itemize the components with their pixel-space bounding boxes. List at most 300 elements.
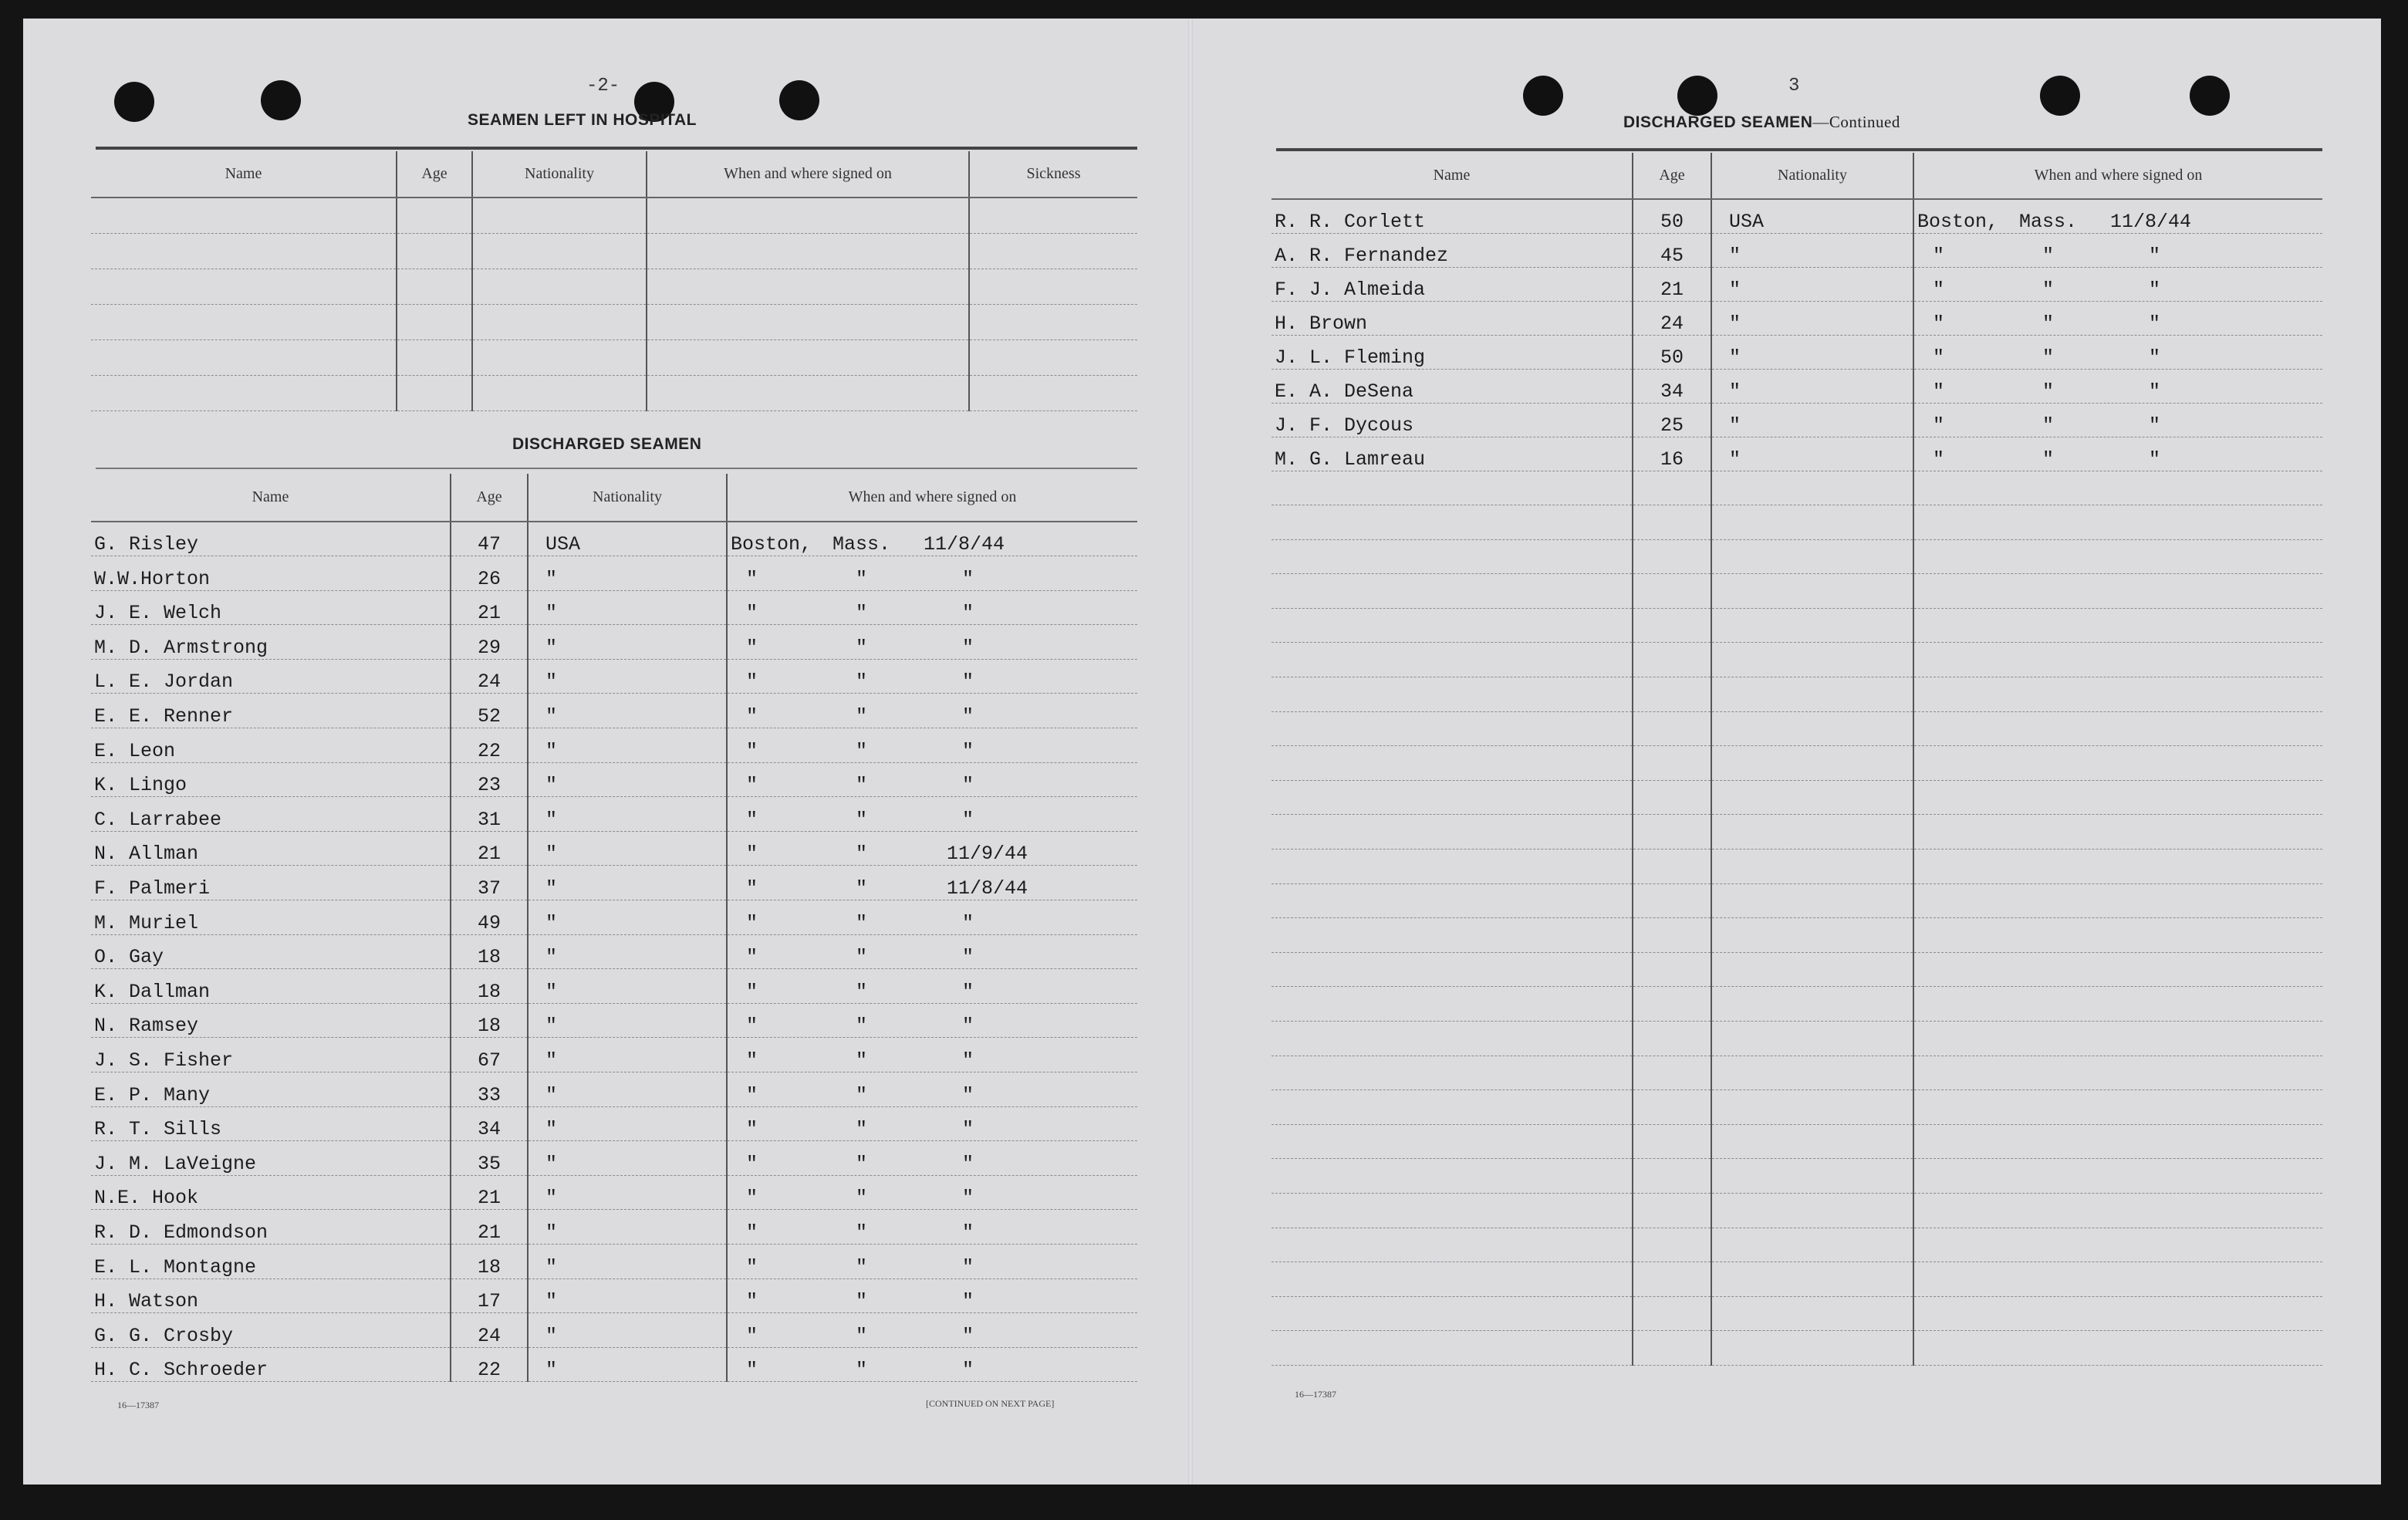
- signed-state: ": [856, 1049, 868, 1072]
- blank-cell: [1633, 608, 1711, 643]
- seaman-nationality: ": [528, 900, 727, 935]
- table-row: [91, 198, 1137, 233]
- signed-on-cell: [727, 797, 1137, 832]
- blank-cell: [1272, 608, 1633, 643]
- table-row: [91, 1038, 1137, 1072]
- signed-place: ": [746, 1015, 758, 1038]
- signed-date: ": [2149, 312, 2161, 335]
- blank-cell: [1711, 1022, 1913, 1056]
- signed-on-cell: [1913, 199, 2322, 233]
- seaman-age: 49: [451, 900, 528, 935]
- blank-cell: [1633, 1056, 1711, 1090]
- blank-cell: [1272, 1331, 1633, 1366]
- signed-date: 11/8/44: [924, 533, 1005, 556]
- hospital-cell: [91, 375, 397, 410]
- table-row: [91, 625, 1137, 660]
- signed-date: ": [962, 739, 974, 762]
- signed-date: ": [962, 1324, 974, 1347]
- blank-cell: [1633, 539, 1711, 574]
- signed-state: ": [856, 843, 868, 866]
- blank-cell: [1711, 1228, 1913, 1262]
- blank-row: [1272, 471, 2322, 505]
- discharged-continued-table: [1272, 153, 2322, 1366]
- signed-on-cell: [727, 590, 1137, 625]
- seaman-age: 26: [451, 556, 528, 591]
- blank-cell: [1711, 1159, 1913, 1194]
- table-row: [1272, 301, 2322, 335]
- blank-cell: [1633, 643, 1711, 677]
- seaman-age: 18: [451, 1003, 528, 1038]
- hospital-cell: [647, 269, 969, 304]
- blank-cell: [1272, 780, 1633, 815]
- hospital-cell: [91, 198, 397, 233]
- seaman-name: L. E. Jordan: [91, 659, 451, 694]
- signed-on-cell: [727, 1072, 1137, 1107]
- blank-cell: [1633, 1193, 1711, 1228]
- punch-hole: [779, 80, 819, 120]
- blank-row: [1272, 850, 2322, 884]
- signed-state: ": [856, 1152, 868, 1175]
- signed-place: ": [746, 567, 758, 590]
- signed-on-cell: [727, 556, 1137, 591]
- signed-on-cell: [727, 900, 1137, 935]
- punch-hole: [2040, 76, 2080, 116]
- seaman-name: E. A. DeSena: [1272, 369, 1633, 403]
- signed-date: ": [2149, 414, 2161, 437]
- signed-on-cell: [727, 1244, 1137, 1278]
- table-row: [1272, 437, 2322, 471]
- table-row: [91, 1244, 1137, 1278]
- seaman-nationality: ": [528, 1313, 727, 1348]
- blank-cell: [1272, 574, 1633, 609]
- blank-cell: [1633, 505, 1711, 540]
- seaman-nationality: ": [528, 1072, 727, 1107]
- blank-cell: [1913, 711, 2322, 746]
- seaman-age: 21: [451, 590, 528, 625]
- signed-on-cell: [727, 1347, 1137, 1382]
- signed-date: ": [962, 1221, 974, 1244]
- signed-date: ": [962, 1187, 974, 1210]
- blank-cell: [1913, 643, 2322, 677]
- blank-row: [1272, 952, 2322, 987]
- hospital-table: [91, 151, 1137, 411]
- blank-cell: [1272, 711, 1633, 746]
- blank-cell: [1711, 574, 1913, 609]
- document-sheet: [23, 19, 2381, 1485]
- seaman-age: 34: [1633, 369, 1711, 403]
- hospital-cell: [397, 269, 472, 304]
- seaman-name: J. E. Welch: [91, 590, 451, 625]
- signed-state: ": [856, 980, 868, 1003]
- punch-hole: [2190, 76, 2230, 116]
- seaman-age: 50: [1633, 199, 1711, 233]
- signed-date: ": [2149, 244, 2161, 267]
- signed-date: ": [962, 808, 974, 831]
- hospital-cell: [472, 269, 647, 304]
- hospital-cell: [969, 233, 1137, 269]
- signed-state: ": [856, 774, 868, 797]
- blank-cell: [1633, 1022, 1711, 1056]
- blank-cell: [1913, 1193, 2322, 1228]
- blank-row: [1272, 643, 2322, 677]
- blank-cell: [1272, 1296, 1633, 1331]
- table-row: [1272, 369, 2322, 403]
- seaman-name: R. T. Sills: [91, 1106, 451, 1141]
- signed-place: ": [746, 877, 758, 900]
- table-row: [91, 375, 1137, 410]
- seaman-name: H. C. Schroeder: [91, 1347, 451, 1382]
- seaman-age: 22: [451, 1347, 528, 1382]
- blank-cell: [1913, 1124, 2322, 1159]
- blank-cell: [1272, 1022, 1633, 1056]
- seaman-age: 45: [1633, 233, 1711, 267]
- seaman-name: J. F. Dycous: [1272, 403, 1633, 437]
- blank-cell: [1633, 711, 1711, 746]
- seaman-name: E. Leon: [91, 728, 451, 763]
- signed-place: ": [1933, 448, 1945, 471]
- seaman-age: 21: [1633, 267, 1711, 301]
- seaman-name: E. L. Montagne: [91, 1244, 451, 1278]
- continued-column-header: Name: [1272, 153, 1633, 199]
- blank-cell: [1272, 1262, 1633, 1297]
- blank-cell: [1711, 677, 1913, 712]
- hospital-column-header: Name: [91, 151, 397, 198]
- table-row: [91, 728, 1137, 763]
- rule: [96, 147, 1137, 150]
- signed-on-cell: [1913, 335, 2322, 369]
- hospital-cell: [969, 304, 1137, 339]
- seaman-nationality: ": [528, 934, 727, 969]
- seaman-nationality: ": [528, 1038, 727, 1072]
- hospital-table-header: [91, 151, 1137, 198]
- blank-row: [1272, 1193, 2322, 1228]
- rule: [1276, 148, 2322, 151]
- signed-state: ": [2042, 244, 2055, 267]
- signed-on-cell: [727, 969, 1137, 1004]
- blank-cell: [1272, 952, 1633, 987]
- seaman-nationality: ": [528, 762, 727, 797]
- table-row: [91, 590, 1137, 625]
- seaman-nationality: ": [528, 659, 727, 694]
- hospital-cell: [472, 375, 647, 410]
- signed-on-cell: [1913, 369, 2322, 403]
- blank-row: [1272, 883, 2322, 918]
- signed-place: ": [746, 1290, 758, 1313]
- seaman-nationality: ": [528, 590, 727, 625]
- signed-state: ": [856, 877, 868, 900]
- signed-state: ": [856, 1118, 868, 1141]
- seaman-nationality: ": [1711, 403, 1913, 437]
- signed-on-cell: [727, 625, 1137, 660]
- hospital-cell: [969, 375, 1137, 410]
- signed-date: ": [962, 1118, 974, 1141]
- signed-date: ": [2149, 380, 2161, 403]
- signed-state: ": [856, 602, 868, 625]
- blank-cell: [1272, 918, 1633, 953]
- seaman-name: H. Watson: [91, 1278, 451, 1313]
- table-row: [91, 1175, 1137, 1210]
- blank-cell: [1633, 850, 1711, 884]
- seaman-age: 50: [1633, 335, 1711, 369]
- continued-suffix: —Continued: [1812, 113, 1900, 131]
- signed-on-cell: [727, 866, 1137, 900]
- signed-date: ": [2149, 346, 2161, 369]
- signed-place: ": [746, 1187, 758, 1210]
- signed-date: 11/8/44: [947, 877, 1028, 900]
- blank-cell: [1272, 1090, 1633, 1125]
- signed-place: ": [746, 774, 758, 797]
- continued-column-header: When and where signed on: [1913, 153, 2322, 199]
- signed-state: ": [2042, 448, 2055, 471]
- seaman-name: G. Risley: [91, 522, 451, 556]
- blank-cell: [1272, 643, 1633, 677]
- signed-place: ": [746, 980, 758, 1003]
- signed-place: Boston,: [731, 533, 812, 556]
- signed-on-cell: [1913, 403, 2322, 437]
- seaman-age: 18: [451, 934, 528, 969]
- seaman-age: 21: [451, 831, 528, 866]
- blank-row: [1272, 677, 2322, 712]
- table-row: [91, 1347, 1137, 1382]
- hospital-column-header: When and where signed on: [647, 151, 969, 198]
- blank-cell: [1711, 815, 1913, 850]
- table-row: [1272, 403, 2322, 437]
- signed-on-cell: [727, 934, 1137, 969]
- seaman-name: N. Ramsey: [91, 1003, 451, 1038]
- table-row: [91, 1141, 1137, 1176]
- signed-state: ": [856, 808, 868, 831]
- signed-place: ": [746, 1324, 758, 1347]
- blank-cell: [1711, 1262, 1913, 1297]
- table-row: [91, 1210, 1137, 1245]
- seaman-nationality: ": [528, 1347, 727, 1382]
- seaman-name: F. J. Almeida: [1272, 267, 1633, 301]
- blank-cell: [1272, 1056, 1633, 1090]
- seaman-nationality: ": [1711, 301, 1913, 335]
- blank-cell: [1633, 471, 1711, 505]
- seaman-age: 29: [451, 625, 528, 660]
- seaman-age: 18: [451, 969, 528, 1004]
- signed-state: ": [856, 1324, 868, 1347]
- signed-state: ": [856, 1359, 868, 1382]
- seaman-age: 33: [451, 1072, 528, 1107]
- seaman-nationality: ": [528, 1210, 727, 1245]
- blank-cell: [1272, 539, 1633, 574]
- blank-cell: [1633, 574, 1711, 609]
- signed-place: ": [746, 1152, 758, 1175]
- seaman-nationality: ": [528, 1278, 727, 1313]
- seaman-name: F. Palmeri: [91, 866, 451, 900]
- punch-hole: [261, 80, 301, 120]
- blank-cell: [1633, 1159, 1711, 1194]
- seaman-age: 16: [1633, 437, 1711, 471]
- table-row: [91, 1003, 1137, 1038]
- signed-date: ": [2149, 448, 2161, 471]
- blank-cell: [1711, 505, 1913, 540]
- punch-hole: [114, 82, 154, 122]
- hospital-cell: [91, 269, 397, 304]
- blank-cell: [1711, 1124, 1913, 1159]
- seaman-name: N.E. Hook: [91, 1175, 451, 1210]
- table-row: [91, 969, 1137, 1004]
- blank-cell: [1913, 918, 2322, 953]
- signed-on-cell: [727, 831, 1137, 866]
- blank-cell: [1711, 746, 1913, 781]
- signed-place: ": [746, 911, 758, 934]
- signed-state: Mass.: [2019, 210, 2078, 233]
- table-row: [91, 522, 1137, 556]
- blank-cell: [1913, 1090, 2322, 1125]
- table-row: [91, 831, 1137, 866]
- seaman-nationality: ": [528, 1003, 727, 1038]
- signed-on-cell: [727, 1106, 1137, 1141]
- seaman-name: J. S. Fisher: [91, 1038, 451, 1072]
- seaman-nationality: ": [1711, 233, 1913, 267]
- signed-state: ": [856, 1290, 868, 1313]
- signed-place: ": [746, 1049, 758, 1072]
- table-row: [91, 659, 1137, 694]
- seaman-nationality: ": [1711, 335, 1913, 369]
- hospital-cell: [647, 375, 969, 410]
- seaman-age: 22: [451, 728, 528, 763]
- signed-date: ": [962, 1015, 974, 1038]
- blank-cell: [1913, 608, 2322, 643]
- signed-date: ": [962, 1152, 974, 1175]
- blank-row: [1272, 1056, 2322, 1090]
- table-row: [1272, 233, 2322, 267]
- signed-place: ": [746, 705, 758, 728]
- signed-place: ": [746, 739, 758, 762]
- signed-date: ": [962, 602, 974, 625]
- blank-cell: [1711, 1090, 1913, 1125]
- punch-hole: [1677, 76, 1717, 116]
- signed-date: ": [962, 911, 974, 934]
- blank-cell: [1633, 1331, 1711, 1366]
- hospital-column-header: Nationality: [472, 151, 647, 198]
- hospital-cell: [647, 198, 969, 233]
- signed-state: ": [2042, 346, 2055, 369]
- signed-place: ": [746, 843, 758, 866]
- seaman-name: J. L. Fleming: [1272, 335, 1633, 369]
- signed-state: ": [856, 1015, 868, 1038]
- signed-on-cell: [727, 694, 1137, 728]
- signed-place: ": [746, 946, 758, 969]
- hospital-cell: [647, 304, 969, 339]
- signed-place: ": [746, 1118, 758, 1141]
- seaman-name: J. M. LaVeigne: [91, 1141, 451, 1176]
- discharged-continued-title-text: DISCHARGED SEAMEN: [1623, 113, 1813, 131]
- seaman-age: 52: [451, 694, 528, 728]
- signed-state: ": [856, 946, 868, 969]
- blank-cell: [1272, 471, 1633, 505]
- seaman-age: 17: [451, 1278, 528, 1313]
- seaman-name: C. Larrabee: [91, 797, 451, 832]
- seaman-nationality: ": [528, 797, 727, 832]
- seaman-age: 21: [451, 1175, 528, 1210]
- hospital-column-header: Sickness: [969, 151, 1137, 198]
- discharged-continued-header: [1272, 153, 2322, 199]
- blank-cell: [1633, 746, 1711, 781]
- blank-cell: [1272, 883, 1633, 918]
- discharged-continued-title: [1623, 113, 1900, 132]
- blank-cell: [1272, 1124, 1633, 1159]
- blank-cell: [1633, 1262, 1711, 1297]
- signed-state: ": [856, 911, 868, 934]
- seaman-name: N. Allman: [91, 831, 451, 866]
- seaman-nationality: ": [528, 866, 727, 900]
- signed-place: ": [746, 670, 758, 694]
- seaman-name: R. R. Corlett: [1272, 199, 1633, 233]
- seaman-name: R. D. Edmondson: [91, 1210, 451, 1245]
- seaman-age: 67: [451, 1038, 528, 1072]
- blank-cell: [1913, 505, 2322, 540]
- seaman-age: 24: [1633, 301, 1711, 335]
- signed-state: Mass.: [832, 533, 891, 556]
- blank-row: [1272, 815, 2322, 850]
- signed-on-cell: [1913, 233, 2322, 267]
- signed-place: ": [1933, 244, 1945, 267]
- hospital-cell: [969, 198, 1137, 233]
- table-row: [91, 762, 1137, 797]
- seaman-nationality: ": [528, 1244, 727, 1278]
- signed-date: ": [962, 1083, 974, 1106]
- blank-row: [1272, 1124, 2322, 1159]
- seaman-nationality: ": [1711, 267, 1913, 301]
- signed-place: ": [1933, 346, 1945, 369]
- hospital-cell: [397, 304, 472, 339]
- seaman-name: O. Gay: [91, 934, 451, 969]
- blank-row: [1272, 505, 2322, 540]
- blank-cell: [1633, 677, 1711, 712]
- seaman-name: E. P. Many: [91, 1072, 451, 1107]
- signed-state: ": [2042, 278, 2055, 301]
- punch-hole: [1523, 76, 1563, 116]
- signed-date: 11/9/44: [947, 843, 1028, 866]
- signed-date: ": [2149, 278, 2161, 301]
- blank-cell: [1711, 608, 1913, 643]
- table-row: [91, 339, 1137, 375]
- table-row: [91, 866, 1137, 900]
- hospital-cell: [647, 233, 969, 269]
- signed-on-cell: [727, 522, 1137, 556]
- table-row: [1272, 335, 2322, 369]
- blank-cell: [1711, 643, 1913, 677]
- discharged-column-header: When and where signed on: [727, 474, 1137, 522]
- table-row: [91, 556, 1137, 591]
- seaman-age: 24: [451, 1313, 528, 1348]
- blank-row: [1272, 1090, 2322, 1125]
- signed-on-cell: [727, 1141, 1137, 1176]
- blank-cell: [1913, 815, 2322, 850]
- hospital-cell: [647, 339, 969, 375]
- blank-cell: [1633, 815, 1711, 850]
- seaman-name: M. Muriel: [91, 900, 451, 935]
- blank-cell: [1913, 1228, 2322, 1262]
- signed-date: ": [962, 774, 974, 797]
- discharged-column-header: Nationality: [528, 474, 727, 522]
- blank-cell: [1913, 952, 2322, 987]
- table-row: [91, 934, 1137, 969]
- rule: [96, 468, 1137, 469]
- hospital-cell: [472, 339, 647, 375]
- blank-cell: [1272, 815, 1633, 850]
- blank-row: [1272, 539, 2322, 574]
- signed-state: ": [856, 567, 868, 590]
- signed-on-cell: [727, 1278, 1137, 1313]
- signed-on-cell: [1913, 301, 2322, 335]
- blank-cell: [1711, 1296, 1913, 1331]
- signed-date: ": [962, 1049, 974, 1072]
